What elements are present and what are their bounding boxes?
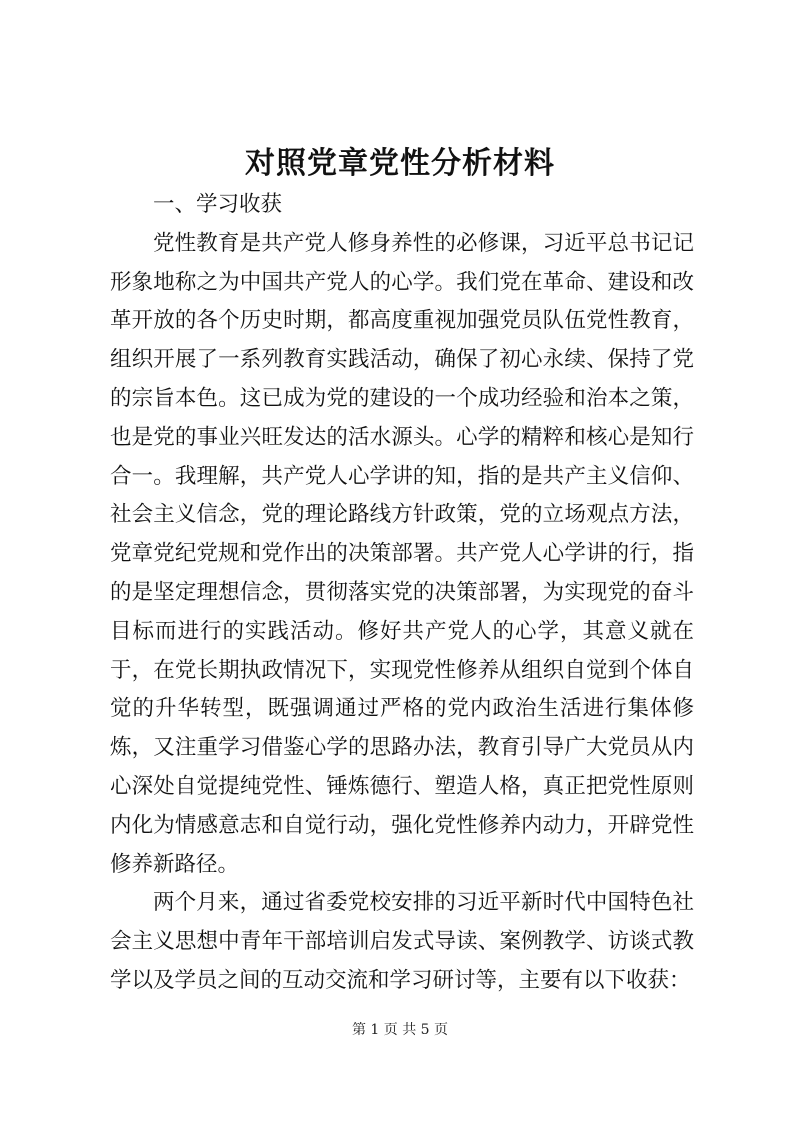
document-title: 对照党章党性分析材料 [245,146,555,181]
body-paragraph: 两个月来，通过省委党校安排的习近平新时代中国特色社会主义思想中青年干部培训启发式导读、案例教学、访谈式教学以及学员之间的互动交流和学习研讨等，主要有以下收获： [110,890,694,993]
document-body [110,186,694,1001]
page-number-footer: 第 1 页 共 5 页 [351,1022,449,1038]
section-heading: 一、学习收获 [153,192,283,217]
body-paragraph: 党性教育是共产党人修身养性的必修课，习近平总书记记形象地称之为中国共产党人的心学。我们党在革命、建设和改革开放的各个历史时期，都高度重视加强党员队伍党性教育，组织开展了一系列教育实践活动，确保了初心永续、保持了党的宗旨本色。这已成为党的建设的一个成功经验和治本之策，也是党的事业兴旺发达的活水源头。心学的精粹和核心是知行合一。我理解，共产党人心学讲的知，指的是共产主义信仰、社会主义信念，党的理论路线方针政策，党的立场观点方法，党章党纪党规和党作出的决策部署。共产党人心学讲的行，指的是坚定理想信念，贯彻落实党的决策部署，为实现党的奋斗目标而进行的实践活动。修好共产党人的心学，其意义就在于，在党长期执政情况下，实现党性修养从组织自觉到个体自觉的升华转型，既强调通过严格的党内政治生活进行集体修炼，又注重学习借鉴心学的思路办法，教育引导广大党员从内心深处自觉提纯党性、锤炼德行、塑造人格，真正把党性原则内化为情感意志和自觉行动，强化党性修养内动力，开辟党性修养新路径。 [110,230,694,877]
